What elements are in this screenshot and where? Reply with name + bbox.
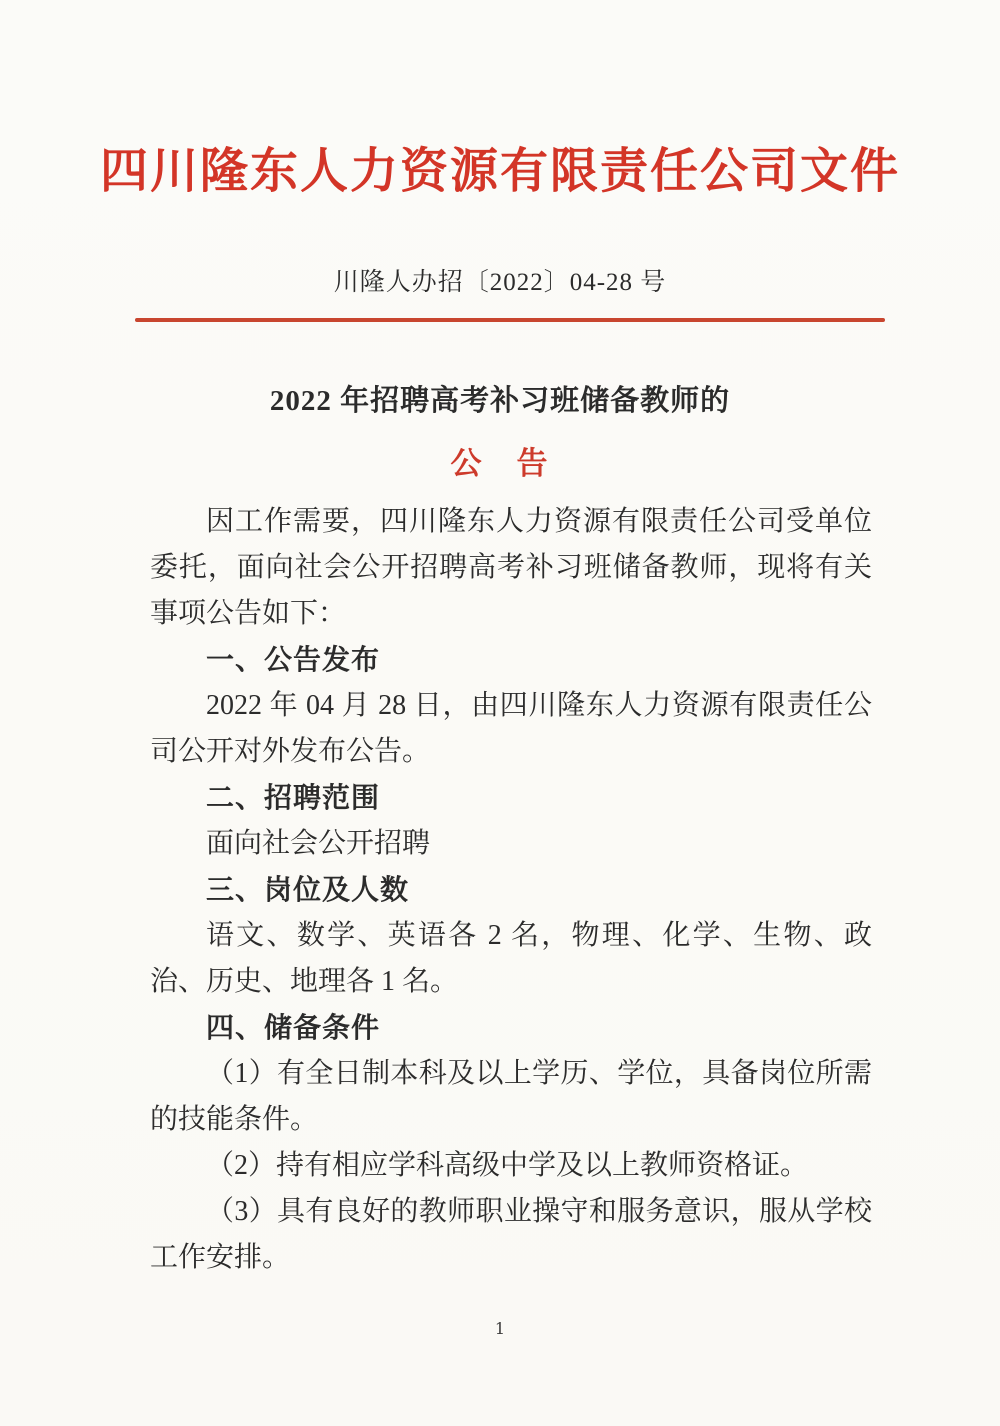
paragraph: 语文、数学、英语各 2 名，物理、化学、生物、政治、历史、地理各 1 名。: [150, 920, 872, 997]
letterhead-org-title: 四川隆东人力资源有限责任公司文件: [99, 145, 900, 198]
doc-number: 川隆人办招〔2022〕04-28 号: [333, 269, 667, 296]
paragraph: 面向社会公开招聘: [206, 828, 431, 859]
section-heading: 四、储备条件: [206, 1012, 381, 1043]
paragraph: 因工作需要，四川隆东人力资源有限责任公司受单位委托，面向社会公开招聘高考补习班储备教师，现将有关事项公告如下：: [150, 506, 872, 629]
letterhead-divider-rule: [135, 318, 885, 322]
notice-title: 2022 年招聘高考补习班储备教师的: [269, 385, 731, 417]
notice-body: [150, 499, 872, 1281]
paragraph: （2）持有相应学科高级中学及以上教师资格证。: [206, 1150, 809, 1181]
page-number: 1: [494, 1319, 506, 1338]
section-heading: 三、岗位及人数: [206, 874, 410, 905]
paragraph: （3）具有良好的教师职业操守和服务意识，服从学校工作安排。: [150, 1196, 872, 1273]
paragraph: 2022 年 04 月 28 日，由四川隆东人力资源有限责任公司公开对外发布公告。: [150, 690, 872, 767]
paragraph: （1）有全日制本科及以上学历、学位，具备岗位所需的技能条件。: [150, 1058, 872, 1135]
notice-subtitle: 公 告: [450, 446, 550, 481]
section-heading: 二、招聘范围: [206, 782, 381, 813]
section-heading: 一、公告发布: [206, 644, 381, 675]
